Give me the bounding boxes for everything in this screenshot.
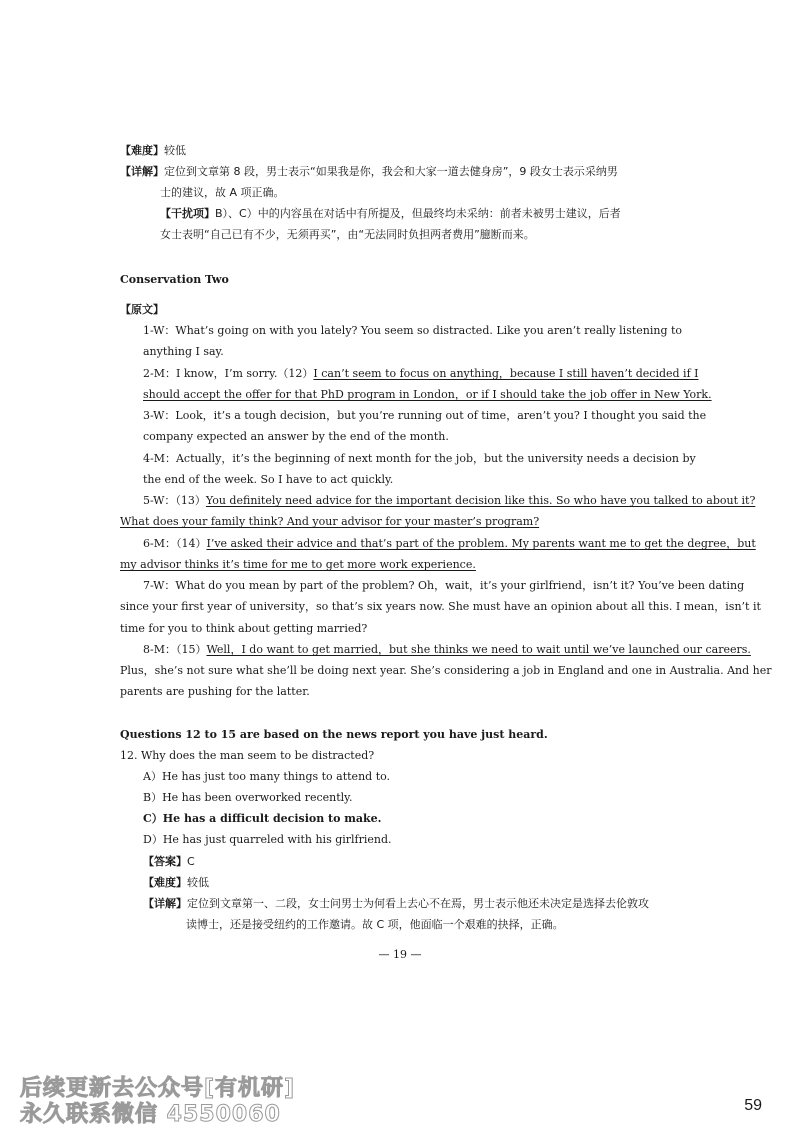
transcript-line-12: my advisor thinks it’s time for me to get more work experience. xyxy=(120,558,476,571)
speaker-8m: 8-M：（15） xyxy=(143,643,207,656)
difficulty-row-2 xyxy=(143,876,209,890)
difficulty-value-2: 较低 xyxy=(187,876,209,889)
distractor-line-2: 女士表明“自己已有不少，无须再买”，由“无法同时负担两者费用”臆断而来。 xyxy=(160,228,535,241)
difficulty-value: 较低 xyxy=(164,144,186,157)
underlined-answer-13: You definitely need advice for the important decision like this. So who have you talked to about it? xyxy=(205,494,756,507)
underlined-answer-14: I’ve asked their advice and that’s part of the problem. My parents want me to get the degree，but xyxy=(206,537,756,550)
corner-page-number: 59 xyxy=(744,1097,762,1114)
explanation-row-2 xyxy=(143,897,649,911)
option-c-correct: C）He has a difficult decision to make. xyxy=(143,812,382,825)
explanation-tag-2: 【详解】 xyxy=(143,897,187,910)
explanation-2-line-1: 定位到文章第一、二段，女士问男士为何看上去心不在焉，男士表示他还未决定是选择去伦敦攻 xyxy=(187,897,649,910)
transcript-line-18: parents are pushing for the latter. xyxy=(120,685,310,698)
explanation-2-line-2: 读博士，还是接受纽约的工作邀请。故 C 项，他面临一个艰难的抉择，正确。 xyxy=(186,918,564,931)
explanation-tag: 【详解】 xyxy=(120,165,164,178)
speaker-2m: 2-M：I know，I’m sorry.（12） xyxy=(143,367,314,380)
speaker-5w: 5-W：（13） xyxy=(143,494,206,507)
explanation-row xyxy=(120,165,618,179)
transcript-line-9 xyxy=(143,494,755,508)
transcript-line-4: should accept the offer for that PhD program in London，or if I should take the job offer in New York. xyxy=(143,388,712,401)
transcript-line-1: 1-W：What’s going on with you lately? You seem so distracted. Like you aren’t really listening to xyxy=(143,324,683,337)
option-d: D）He has just quarreled with his girlfriend. xyxy=(143,833,392,846)
watermark-line-2: 永久联系微信 4550060 xyxy=(20,1102,281,1127)
answer-tag: 【答案】 xyxy=(143,855,187,868)
difficulty-row xyxy=(120,144,186,158)
difficulty-tag: 【难度】 xyxy=(120,144,164,157)
answer-row xyxy=(143,855,195,869)
underlined-answer-15: Well，I do want to get married，but she thinks we need to wait until we’ve launched our careers. xyxy=(206,643,751,656)
watermark-line-1: 后续更新去公众号[有机研] xyxy=(20,1076,296,1101)
transcript-line-10: What does your family think? And your advisor for your master’s program? xyxy=(120,515,540,528)
page-number: — 19 — xyxy=(378,948,422,961)
transcript-line-5: 3-W：Look，it’s a tough decision，but you’re running out of time，aren’t you? I thought you said the xyxy=(143,409,707,422)
answer-value: C xyxy=(187,855,195,868)
difficulty-tag-2: 【难度】 xyxy=(143,876,187,889)
transcript-line-7: 4-M：Actually，it’s the beginning of next month for the job，but the university needs a decision by xyxy=(143,452,696,465)
option-b: B）He has been overworked recently. xyxy=(143,791,353,804)
transcript-line-11 xyxy=(143,537,756,551)
explanation-line-1: 定位到文章第 8 段，男士表示“如果我是你，我会和大家一道去健身房”，9 段女士表示采纳男 xyxy=(164,165,618,178)
questions-heading: Questions 12 to 15 are based on the news report you have just heard. xyxy=(120,728,548,741)
watermark xyxy=(20,1076,295,1128)
distractor-tag: 【干扰项】 xyxy=(160,207,215,220)
speaker-6m: 6-M：（14） xyxy=(143,537,207,550)
transcript-line-2: anything I say. xyxy=(143,345,224,358)
original-tag: 【原文】 xyxy=(120,303,164,316)
transcript-line-15: time for you to think about getting married? xyxy=(120,622,368,635)
distractor-line-1: B）、C）中的内容虽在对话中有所提及，但最终均未采纳：前者未被男士建议，后者 xyxy=(215,207,621,220)
transcript-line-8: the end of the week. So I have to act quickly. xyxy=(143,473,394,486)
transcript-line-13: 7-W：What do you mean by part of the problem? Oh，wait，it’s your girlfriend，isn’t it? You’ve been dating xyxy=(143,579,745,592)
distractor-row xyxy=(160,207,621,221)
question-12: 12. Why does the man seem to be distracted? xyxy=(120,749,375,762)
transcript-line-16 xyxy=(143,643,751,657)
option-a: A）He has just too many things to attend to. xyxy=(143,770,391,783)
transcript-line-3 xyxy=(143,367,698,381)
transcript-line-6: company expected an answer by the end of the month. xyxy=(143,430,449,443)
section-title: Conservation Two xyxy=(120,273,229,286)
transcript-line-14: since your first year of university，so that’s six years now. She must have an opinion about all this. I mean，isn’t it xyxy=(120,600,761,613)
transcript-line-17: Plus，she’s not sure what she’ll be doing next year. She’s considering a job in England and one in Australia. And her xyxy=(120,664,772,677)
explanation-line-2: 士的建议，故 A 项正确。 xyxy=(160,186,285,199)
underlined-answer-12: I can’t seem to focus on anything，because I still haven’t decided if I xyxy=(313,367,699,380)
